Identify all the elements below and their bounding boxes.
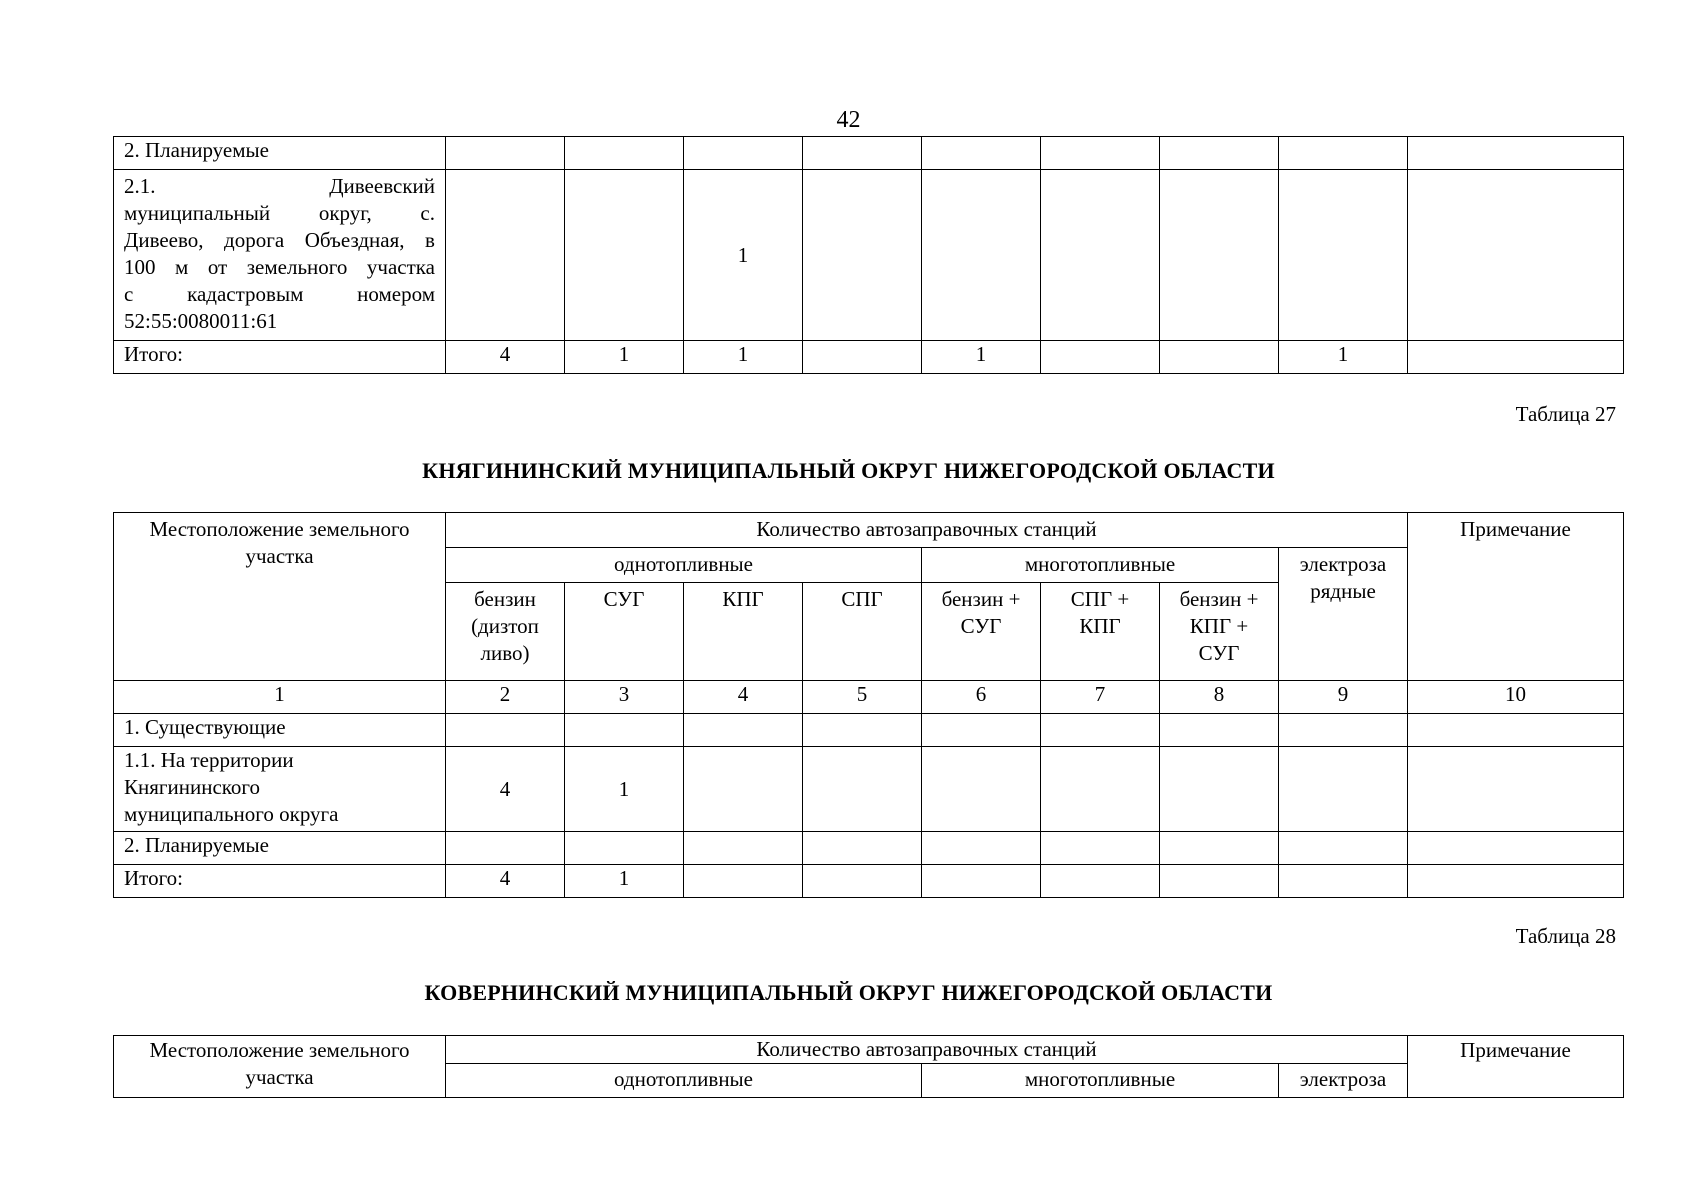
header-note: Примечание — [1408, 513, 1624, 681]
word: Дивеево, — [124, 228, 204, 252]
table-row — [114, 865, 1624, 898]
row-label: 1. Существующие — [114, 714, 446, 747]
header-location: Местоположение земельного участка — [114, 513, 446, 681]
cell — [684, 747, 803, 832]
cell — [1408, 832, 1624, 865]
cell — [922, 865, 1041, 898]
column-number: 6 — [922, 681, 1041, 714]
number-row — [114, 681, 1624, 714]
cell: 1 — [922, 341, 1041, 374]
row-label: 1.1. На территории Княгининского муниципального округа — [114, 747, 446, 832]
table-row — [114, 832, 1624, 865]
table-28 — [113, 1035, 1624, 1098]
header-col: бензин (дизтоп ливо) — [446, 583, 565, 681]
word: Дивеевский — [329, 174, 435, 198]
header-electric: электроза — [1279, 1064, 1408, 1098]
cell — [565, 170, 684, 341]
cell — [803, 341, 922, 374]
cell: 4 — [446, 341, 565, 374]
header-row — [114, 1036, 1624, 1064]
column-number: 9 — [1279, 681, 1408, 714]
table-row — [114, 341, 1624, 374]
cell: 1 — [1279, 341, 1408, 374]
cell — [565, 832, 684, 865]
header-count: Количество автозаправочных станций — [446, 513, 1408, 548]
cell — [684, 832, 803, 865]
cell — [446, 714, 565, 747]
cell — [922, 832, 1041, 865]
cell — [1041, 714, 1160, 747]
cell — [1160, 341, 1279, 374]
text-line — [124, 173, 435, 200]
cell — [1041, 341, 1160, 374]
row-label: Итого: — [114, 341, 446, 374]
word: участка — [366, 255, 435, 279]
header-count: Количество автозаправочных станций — [446, 1036, 1408, 1064]
cell — [565, 714, 684, 747]
header-multi-fuel: многотопливные — [922, 548, 1279, 583]
cell — [1041, 170, 1160, 341]
continuation-table — [113, 136, 1624, 374]
diveevo-text — [124, 173, 435, 335]
header-location: Местоположение земельного участка — [114, 1036, 446, 1098]
cell — [1160, 170, 1279, 341]
cell — [1408, 341, 1624, 374]
column-number: 1 — [114, 681, 446, 714]
column-number: 4 — [684, 681, 803, 714]
cell — [1279, 714, 1408, 747]
word: от — [207, 255, 228, 279]
cell — [446, 832, 565, 865]
header-row — [114, 513, 1624, 548]
cell: 1 — [684, 170, 803, 341]
cell — [922, 747, 1041, 832]
header-col: КПГ — [684, 583, 803, 681]
table-row — [114, 714, 1624, 747]
cell — [684, 714, 803, 747]
cell — [1279, 865, 1408, 898]
cell — [1041, 832, 1160, 865]
cell — [1279, 170, 1408, 341]
row-label: Итого: — [114, 865, 446, 898]
section-title: КОВЕРНИНСКИЙ МУНИЦИПАЛЬНЫЙ ОКРУГ НИЖЕГОРОДСКОЙ ОБЛАСТИ — [424, 980, 1273, 1005]
word: с — [124, 282, 134, 306]
column-number: 10 — [1408, 681, 1624, 714]
cell — [1408, 170, 1624, 341]
cell: 1 — [565, 865, 684, 898]
cell — [684, 865, 803, 898]
cell — [1408, 865, 1624, 898]
cell — [1160, 832, 1279, 865]
column-number: 5 — [803, 681, 922, 714]
word: номером — [357, 282, 435, 306]
cell — [446, 170, 565, 341]
header-single-fuel: однотопливные — [446, 1064, 922, 1098]
text-line — [124, 227, 435, 254]
header-col: СПГ + КПГ — [1041, 583, 1160, 681]
word: Объездная, — [304, 228, 405, 252]
word: земельного — [246, 255, 348, 279]
table-caption: Таблица 28 — [1515, 924, 1616, 948]
text-line: 52:55:0080011:61 — [124, 309, 278, 333]
header-col: бензин + КПГ + СУГ — [1160, 583, 1279, 681]
column-number: 7 — [1041, 681, 1160, 714]
cell — [803, 747, 922, 832]
row-label-diveevo — [114, 170, 446, 341]
cell — [1408, 747, 1624, 832]
cell — [922, 714, 1041, 747]
table-caption: Таблица 27 — [1515, 402, 1616, 426]
column-number: 3 — [565, 681, 684, 714]
table-row — [114, 137, 1624, 170]
word: в — [425, 228, 435, 252]
word: муниципальный — [124, 201, 271, 225]
cell — [1160, 747, 1279, 832]
cell — [803, 832, 922, 865]
header-col: СПГ — [803, 583, 922, 681]
cell — [1160, 714, 1279, 747]
cell: 1 — [684, 341, 803, 374]
row-label: 2. Планируемые — [114, 137, 446, 170]
word: м — [175, 255, 189, 279]
cell — [803, 865, 922, 898]
row-label: 2. Планируемые — [114, 832, 446, 865]
cell — [1041, 747, 1160, 832]
cell: 4 — [446, 865, 565, 898]
cell — [1041, 865, 1160, 898]
column-number: 2 — [446, 681, 565, 714]
header-single-fuel: однотопливные — [446, 548, 922, 583]
header-note: Примечание — [1408, 1036, 1624, 1098]
cell — [1279, 832, 1408, 865]
page-number: 42 — [836, 107, 861, 133]
cell — [1160, 865, 1279, 898]
header-col: СУГ — [565, 583, 684, 681]
cell: 1 — [565, 341, 684, 374]
word: округ, — [318, 201, 372, 225]
cell — [1408, 714, 1624, 747]
word: 2.1. — [124, 174, 156, 198]
table-row — [114, 747, 1624, 832]
column-number: 8 — [1160, 681, 1279, 714]
text-line — [124, 281, 435, 308]
word: 100 — [124, 255, 156, 279]
cell — [922, 170, 1041, 341]
cell: 1 — [565, 747, 684, 832]
header-electric: электроза рядные — [1279, 548, 1408, 681]
word: с. — [420, 201, 435, 225]
text-line — [124, 254, 435, 281]
section-title: КНЯГИНИНСКИЙ МУНИЦИПАЛЬНЫЙ ОКРУГ НИЖЕГОРОДСКОЙ ОБЛАСТИ — [422, 458, 1275, 483]
table-row — [114, 170, 1624, 341]
header-multi-fuel: многотопливные — [922, 1064, 1279, 1098]
cell — [803, 170, 922, 341]
cell — [1279, 747, 1408, 832]
cell — [803, 714, 922, 747]
table-27 — [113, 512, 1624, 898]
text-line — [124, 200, 435, 227]
cell: 4 — [446, 747, 565, 832]
word: кадастровым — [187, 282, 304, 306]
word: дорога — [224, 228, 285, 252]
header-col: бензин + СУГ — [922, 583, 1041, 681]
